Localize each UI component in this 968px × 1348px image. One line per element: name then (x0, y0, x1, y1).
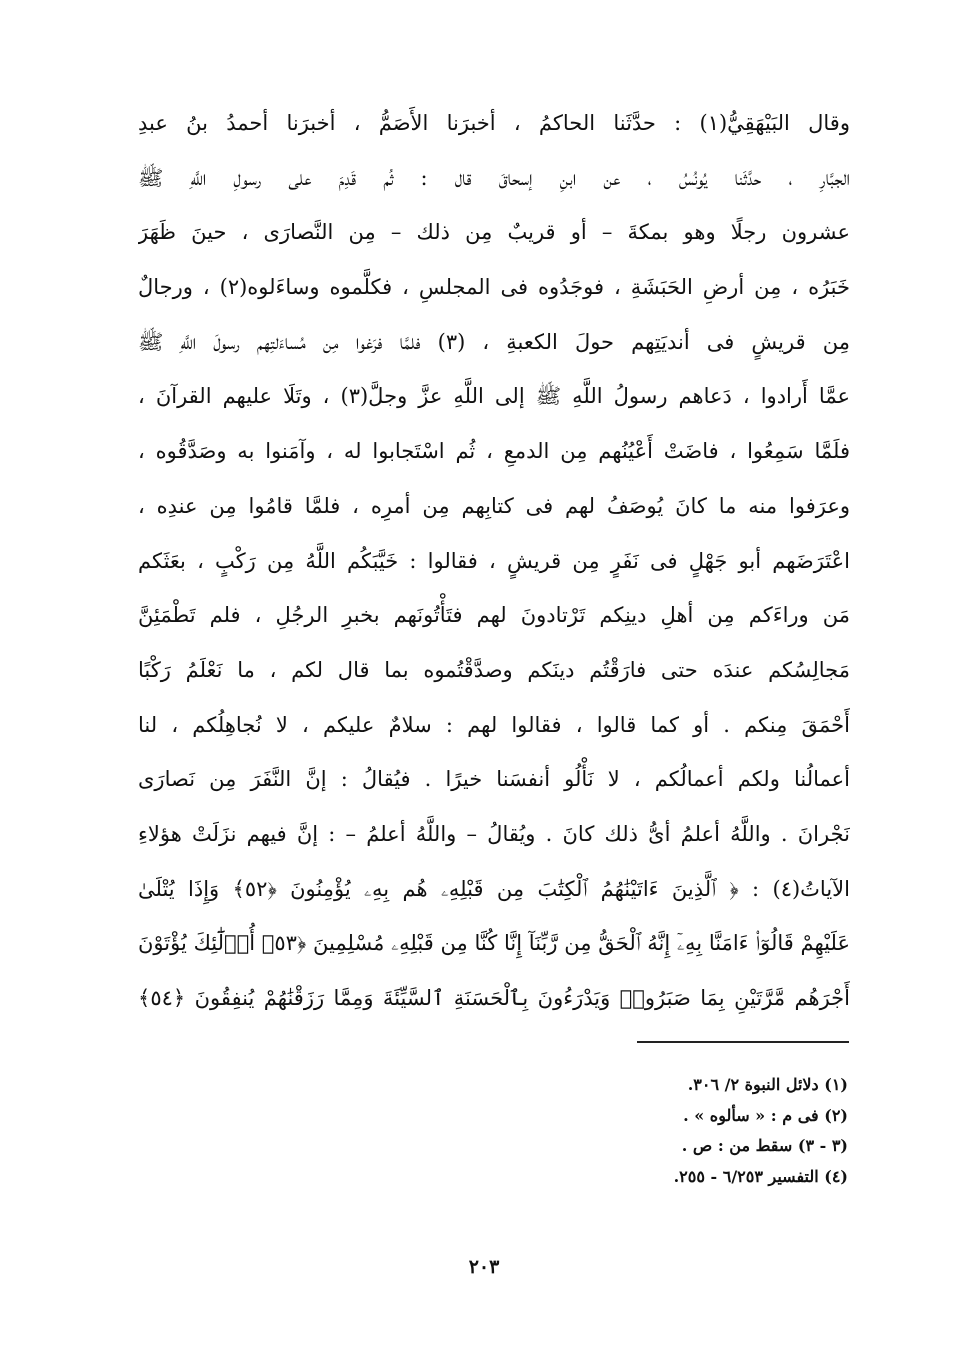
text-line: عمَّا أَرادوا ، دَعاهم رسولُ اللَّهِ ﷺ إلى اللَّهِ عزَّ وجلَّ(٣) ، وتَلَا عليهم القرآنَ ، (138, 384, 850, 409)
text-line: مِن قريشٍ فى أنديَتِهم حولَ الكعبةِ ، (٣) فلمَّا فرَغوا مِن مُساءَلتِهم رسولَ اللَّهِ ﷺ (138, 329, 850, 354)
footnote: (٢) فى م : « سألوه » . (683, 1105, 848, 1125)
text-line: مَجالِسُكم عندَه حتى فارَقْتُم دينَكم وصدَّقْتُموه بما قال لكم ، ما نَعْلَمُ رَكْبًا (138, 657, 850, 682)
text-line: الجبَّارِ ، حدَّثَنا يُونُسُ ، عن ابنِ إسحاقَ قال : ثُم قَدِمَ على رسولِ اللَّهِ ﷺ (138, 165, 850, 190)
footnote: (١) دلائل النبوة ٢/ ٣٠٦. (687, 1075, 848, 1094)
footnote: (٤) التفسير ٦/٢٥٣ - ٢٥٥. (673, 1166, 848, 1186)
text-line: عشرون رجلًا وهو بمكةَ – أو قريبٌ مِن ذلك – مِن النَّصارَى ، حينَ ظَهَرَ (138, 220, 850, 245)
text-line: أعمالُنا ولكم أعمالُكم ، لا نَأْلُو أنفسَنا خيرًا . فيُقالُ : إنَّ النَّفَرَ مِن نَصارَى (138, 767, 850, 792)
text-line: نَجْرانَ . واللَّهُ أعلمُ أىُّ ذلك كانَ . ويُقالُ – واللَّهُ أعلمُ – : إنَّ فيهم نزَلَتْ هؤلاءِ (138, 821, 850, 846)
text-line: وقال البَيْهَقِيُّ(١) : حدَّثَنا الحاكمُ ، أخبرَنا الأَصَمُّ ، أخبرَنا أحمدُ بنُ عبدِ (138, 111, 850, 135)
text-line: فلَمَّا سَمِعُوا ، فاضَتْ أَعْيُنُهم مِن الدمعِ ، ثُم اسْتَجابوا له ، وآمَنوا به وصَدَّقُوه ، (138, 439, 850, 464)
text-line: خَبَرُه ، مِن أرضِ الحَبَشَةِ ، فوجَدُوه فى المجلسِ ، فكلَّموه وساءَلوه(٢) ، ورجالٌ (138, 275, 850, 300)
page-number: ٢٠٣ (468, 1256, 500, 1278)
main-text-block (138, 96, 850, 1026)
quran-line: عَلَيْهِمْ قَالُوٓا۟ ءَامَنَّا بِهِۦٓ إِنَّهُ ٱلْحَقُّ مِن رَّبِّنَآ إِنَّا كُنَّا مِن قَبْلِهِۦ مُسْلِمِينَ ﴿٥٣﴾ أُو۟لَٰٓئِكَ يُؤْتَوْنَ (138, 931, 850, 956)
footnote-separator (637, 1041, 849, 1043)
text-line: أَحْمَقَ مِنكم . أو كما قالوا ، فقالوا لهم : سلامٌ عليكم ، لا نُجاهِلُكم ، لنا (138, 712, 850, 737)
text-line: وعرَفوا منه ما كانَ يُوصَفُ لهم فى كتابِهم مِن أمرِه ، فلمَّا قامُوا مِن عندِه ، (138, 493, 850, 518)
footnote: (٣ - ٣) سقط من : ص . (681, 1136, 848, 1155)
text-line: مَن وراءَكم مِن أهلِ دينِكم تَرْتادونَ لهم فتَأْتُونَهم بخبرِ الرجُلِ ، فلم تَطْمَئِنَّ (138, 603, 850, 628)
quran-line: الآياتُ(٤) : ﴿ ٱلَّذِينَ ءَاتَيْنَٰهُمُ ٱلْكِتَٰبَ مِن قَبْلِهِۦ هُم بِهِۦ يُؤْمِنُونَ ﴿٥٢﴾ وَإِذَا يُتْلَىٰ (138, 876, 850, 901)
footnotes-block (400, 1070, 848, 1192)
quran-line: أَجْرَهُم مَّرَّتَيْنِ بِمَا صَبَرُوا۟ وَيَدْرَءُونَ بِٱلْحَسَنَةِ ٱلسَّيِّئَةَ وَمِمَّا رَزَقْنَٰهُمْ يُنفِقُونَ ﴿٥٤﴾ (138, 986, 850, 1010)
text-line: اعْتَرَضَهم أبو جَهْلٍ فى نَفَرٍ مِن قريشٍ ، فقالوا : خَيَّبَكُم اللَّهُ مِن رَكْبٍ ، بعَثَكم (138, 548, 850, 573)
